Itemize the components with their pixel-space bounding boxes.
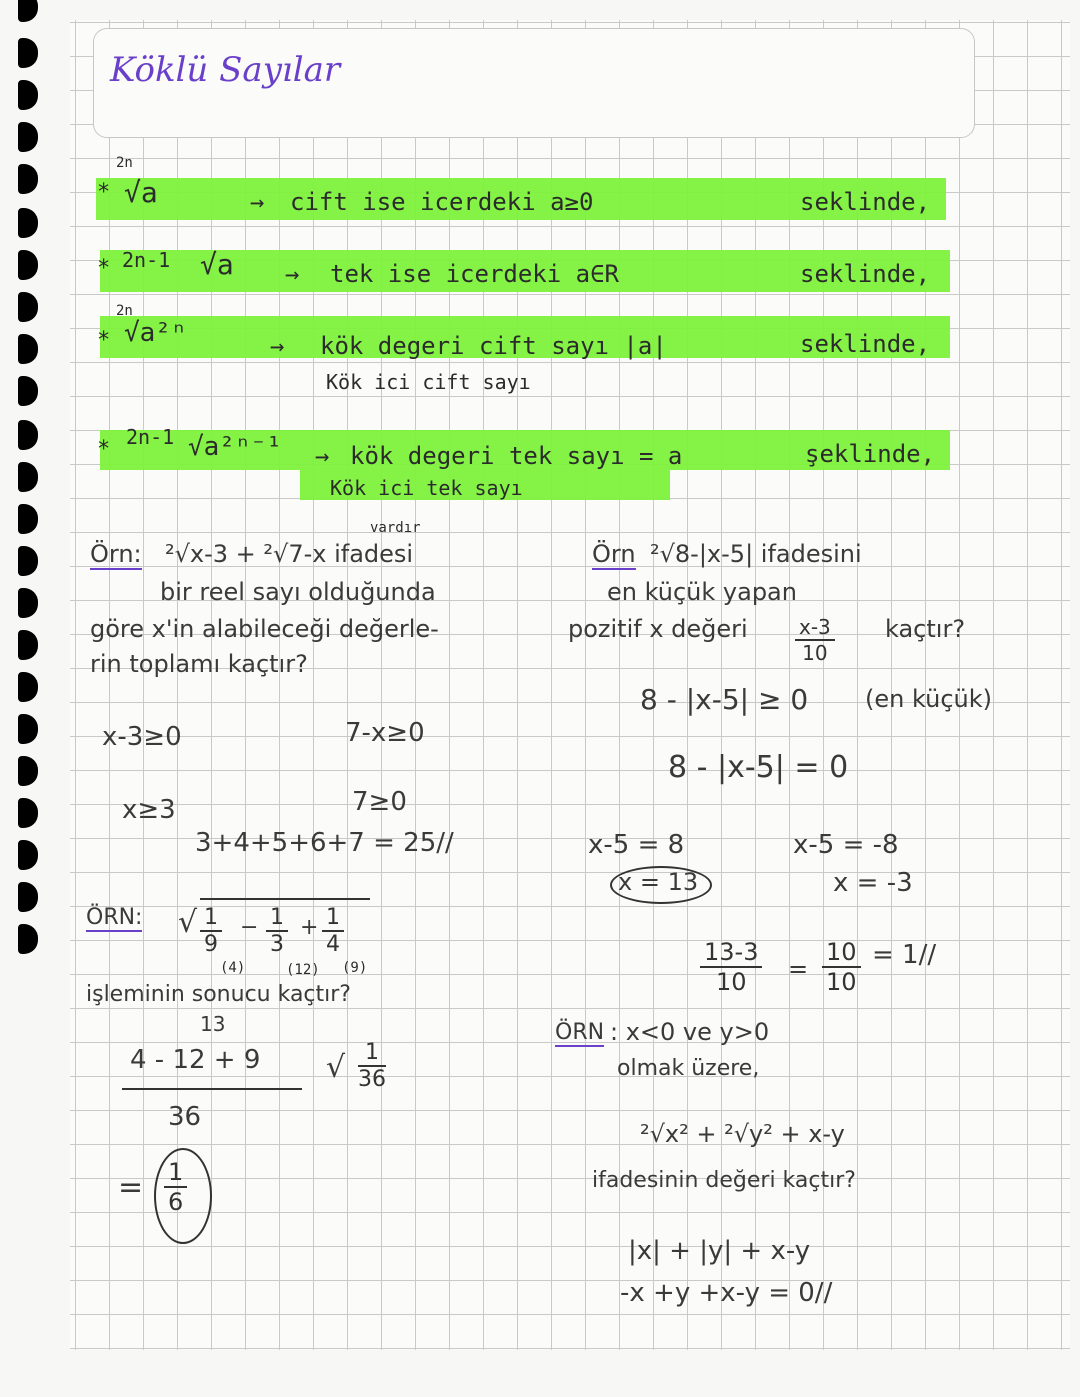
ex2-step-4b: x = -3	[833, 868, 913, 898]
ex2-q1: en küçük yapan	[607, 578, 797, 606]
rule-1-radical: √a	[124, 176, 158, 209]
rule-4-arrow: →	[315, 442, 330, 470]
ex1-expr: ²√x-3 + ²√7-x ifadesi	[165, 540, 414, 568]
ex2-q2: pozitif x değeri	[568, 615, 748, 643]
rule-2-form: seklinde,	[800, 260, 931, 288]
rule-4-index: 2n-1	[126, 425, 175, 449]
ex1-result: 3+4+5+6+7 = 25//	[195, 828, 454, 858]
ex2-fraction-1: $\frac{13-3}{10}$	[700, 938, 762, 996]
ex2-step-2: 8 - |x-5| = 0	[668, 750, 849, 785]
rule-2-desc: tek ise icerdeki a∈R	[330, 260, 619, 288]
rule-3-sub: Kök ici cift sayı	[326, 370, 531, 394]
ex2-step-1b: (en küçük)	[865, 685, 993, 713]
ex1-step-1: x-3≥0	[102, 722, 182, 752]
rule-3-arrow: →	[270, 332, 285, 360]
ex2-step-3a: x-5 = 8	[588, 830, 685, 860]
ex3-denominator: 36	[168, 1102, 202, 1132]
ex1-q3: rin toplamı kaçtır?	[90, 650, 308, 678]
rule-4-radical: √a²ⁿ⁻¹	[188, 432, 282, 462]
ex2-result: = 1//	[872, 940, 937, 970]
ex2-step-1: 8 - |x-5| ≥ 0	[640, 683, 809, 716]
page-title: Köklü Sayılar	[110, 50, 341, 90]
ex4-step-2: -x +y +x-y = 0//	[620, 1278, 833, 1308]
ex3-numerator: 4 - 12 + 9	[130, 1045, 261, 1075]
ex2-step-3b: x-5 = -8	[793, 830, 899, 860]
ex1-label: Örn:	[90, 540, 142, 568]
ex2-fraction	[795, 615, 835, 665]
ex1-step-4: 7≥0	[352, 787, 407, 817]
ex1-note: vardır	[370, 520, 421, 536]
rule-4-form: şeklinde,	[805, 440, 936, 468]
ex2-frac-den: 10	[802, 641, 828, 665]
rule-2-index: 2n-1	[122, 248, 171, 272]
ex3-question: işleminin sonucu kaçtır?	[86, 982, 351, 1007]
rule-1-form: seklinde,	[800, 188, 931, 216]
rule-1-desc: cift ise icerdeki a≥0	[290, 188, 594, 216]
ex2-frac-num: x-3	[795, 615, 835, 641]
ex4-condition: : x<0 ve y>0	[610, 1018, 770, 1046]
rule-3-index: 2n	[116, 303, 133, 319]
binder-holes	[0, 0, 60, 1397]
ex2-label: Örn	[592, 540, 636, 568]
ex1-step-2: 7-x≥0	[345, 718, 425, 748]
ex2-step-4a: x = 13	[618, 868, 699, 896]
ex4-expr: ²√x² + ²√y² + x-y	[640, 1120, 845, 1148]
ex3-label: ÖRN:	[86, 905, 143, 930]
ex2-fraction-2: $\frac{10}{10}$	[822, 938, 861, 996]
rule-2-arrow: →	[285, 260, 300, 288]
ex1-q1: bir reel sayı olduğunda	[160, 578, 436, 606]
rule-3-desc: kök degeri cift sayı |a|	[320, 332, 667, 360]
rule-3-form: seklinde,	[800, 330, 931, 358]
ex4-q2: ifadesinin değeri kaçtır?	[592, 1168, 856, 1193]
ex4-label: ÖRN	[555, 1020, 605, 1045]
rule-3-radical: √a²ⁿ	[124, 318, 187, 348]
ex4-step-1: |x| + |y| + x-y	[628, 1236, 811, 1266]
ex2-expr: ²√8-|x-5| ifadesini	[650, 540, 862, 568]
ex2-q3: kaçtır?	[885, 615, 966, 643]
ex3-answer: $\frac{1}{6}$	[164, 1158, 187, 1216]
rule-2-radical: √a	[200, 248, 234, 281]
ex4-q1: olmak üzere,	[617, 1056, 760, 1081]
rule-1-index: 2n	[116, 155, 133, 171]
ex1-q2: göre x'in alabileceği değerle-	[90, 615, 439, 643]
rule-4-sub: Kök ici tek sayı	[330, 476, 523, 500]
rule-1-arrow: →	[250, 188, 265, 216]
ex1-step-3: x≥3	[122, 795, 176, 825]
rule-4-desc: kök degeri tek sayı = a	[350, 442, 683, 470]
